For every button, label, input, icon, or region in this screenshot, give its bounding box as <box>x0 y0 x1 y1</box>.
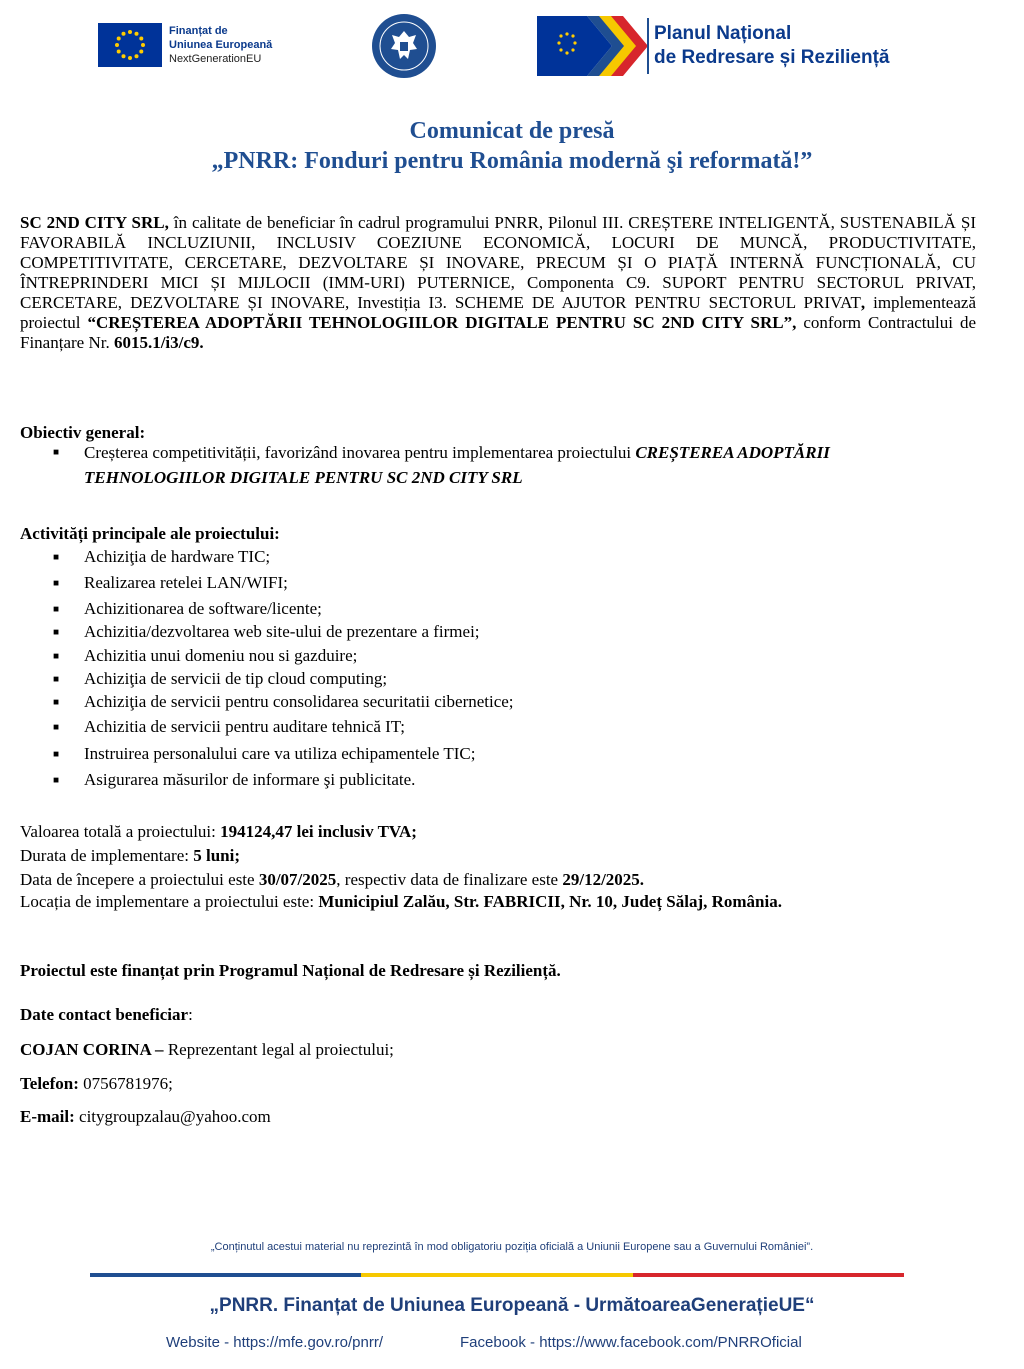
contact-phone <box>20 1074 173 1094</box>
activity-item: Realizarea retelei LAN/WIFI; <box>84 573 288 592</box>
bullet-icon: ■ <box>53 447 60 458</box>
divider-blue <box>90 1273 361 1277</box>
project-duration <box>20 846 240 866</box>
intro-text2: implementează proiectul <box>20 293 976 332</box>
contact-heading-text: Date contact beneficiar <box>20 1005 189 1024</box>
start-date: 30/07/2025 <box>258 870 337 889</box>
pnrr-logo-text <box>654 22 890 70</box>
email-label: E-mail: <box>20 1107 75 1126</box>
activity-item: Instruirea personalului care va utiliza echipamentele TIC; <box>84 744 476 763</box>
bullet-icon: ■ <box>53 604 60 615</box>
project-value <box>20 822 417 842</box>
activity-item: Achizitia/dezvoltarea web site-ului de prezentare a firmei; <box>84 622 480 641</box>
activity-item: Achizitia de servicii pentru auditare tehnică IT; <box>84 717 405 736</box>
bullet-icon: ■ <box>53 697 60 708</box>
project-dates <box>20 870 644 890</box>
objective-project-line2: TEHNOLOGIILOR DIGITALE PENTRU SC 2ND CITY SRL <box>84 468 523 487</box>
contact-email <box>20 1107 271 1127</box>
company-name: SC 2ND CITY SRL, <box>20 213 169 232</box>
facebook-link[interactable]: Facebook - https://www.facebook.com/PNRROficial <box>460 1334 802 1351</box>
pnrr-logo-line2: de Redresare și Reziliență <box>654 47 890 68</box>
activity-item: Achizitionarea de software/licente; <box>84 599 322 618</box>
activities-heading: Activități principale ale proiectului: <box>20 524 280 543</box>
project-name: “CREȘTEREA ADOPTĂRII TEHNOLOGIILOR DIGITALE PENTRU SC 2ND CITY SRL”, <box>87 313 797 332</box>
footer-tagline: „PNRR. Finanțat de Uniunea Europeană - UrmătoareaGenerațieUE“ <box>209 1295 815 1316</box>
location-value: Municipiul Zalău, Str. FABRICII, Nr. 10, Județ Sălaj, România. <box>318 892 782 911</box>
divider-yellow <box>361 1273 632 1277</box>
intro-comma: , <box>860 293 866 312</box>
intro-text3: conform Contractului de Finanțare Nr. <box>20 313 977 352</box>
romanian-government-seal-icon <box>371 13 437 79</box>
contact-role: Reprezentant legal al proiectului; <box>163 1040 394 1059</box>
tricolor-divider <box>90 1273 904 1277</box>
contact-heading-colon: : <box>188 1005 193 1024</box>
bullet-icon: ■ <box>53 651 60 662</box>
activity-item: Achiziţia de servicii de tip cloud computing; <box>84 669 388 688</box>
contact-person <box>20 1040 394 1060</box>
phone-label: Telefon: <box>20 1074 79 1093</box>
bullet-icon: ■ <box>53 775 60 786</box>
eu-logo-line1: Finanțat de <box>169 25 228 37</box>
start-label: Data de începere a proiectului este <box>20 870 259 889</box>
intro-text1: în calitate de beneficiar în cadrul programului PNRR, Pilonul III. CREȘTERE INTELIGENTĂ, SUSTENABILĂ ȘI FAVORABILĂ INCLUZIUNII, INCLUSIV COEZIUNE ECONOMICĂ, LOCURI DE MUNCĂ, PRODUCTIVITATE, COMPETITIVITATE, CERCETARE, DEZVOLTARE ȘI INOVARE, PRECUM ȘI O PIAȚĂ INTERNĂ FUNCȚIONALĂ, CU ÎNTREPRINDERI MICI ȘI MIJLOCII (IMM-URI) PUTERNICE, Componenta C9. SUPORT PENTRU SECTORUL PRIVAT, CERCETARE, DEZVOLTARE ȘI INOVARE, Investiția I3. SCHEME DE AJUTOR PENTRU SECTORUL PRIVAT <box>20 213 976 312</box>
value-label: Valoarea totală a proiectului: <box>20 822 221 841</box>
website-link[interactable]: Website - https://mfe.gov.ro/pnrr/ <box>166 1334 384 1351</box>
objective-description: Creșterea competitivității, favorizând inovarea pentru implementarea proiectului <box>84 443 636 462</box>
activity-item: Achiziţia de servicii pentru consolidarea securitatii cibernetice; <box>84 692 514 711</box>
activity-item: Achiziţia de hardware TIC; <box>84 547 271 566</box>
bullet-icon: ■ <box>53 674 60 685</box>
eu-funding-logo <box>98 20 288 70</box>
email-value[interactable]: citygroupzalau@yahoo.com <box>74 1107 271 1126</box>
page-title: Comunicat de presă <box>409 118 615 144</box>
activity-item: Asigurarea măsurilor de informare şi publicitate. <box>84 770 416 789</box>
pnrr-flag-icon <box>537 16 649 76</box>
objective-project-line1: CREȘTEREA ADOPTĂRII <box>635 443 830 462</box>
value-amount: 194124,47 lei inclusiv TVA; <box>220 822 417 841</box>
page-subtitle: „PNRR: Fonduri pentru România modernă şi reformată!” <box>211 148 813 174</box>
bullet-icon: ■ <box>53 722 60 733</box>
bullet-icon: ■ <box>53 552 60 563</box>
activity-item: Achizitia unui domeniu nou si gazduire; <box>84 646 358 665</box>
objective-heading: Obiectiv general: <box>20 423 146 442</box>
financing-statement: Proiectul este finanțat prin Programul Național de Redresare și Reziliență. <box>20 961 561 980</box>
eu-logo-line2: Uniunea Europeană <box>169 39 273 51</box>
pnrr-logo-line1: Planul Național <box>654 23 792 44</box>
duration-value: 5 luni; <box>193 846 241 865</box>
phone-value: 0756781976; <box>78 1074 173 1093</box>
bullet-icon: ■ <box>53 749 60 760</box>
contact-heading <box>20 1005 193 1025</box>
bullet-icon: ■ <box>53 578 60 589</box>
divider-red <box>633 1273 904 1277</box>
eu-logo-line3: NextGenerationEU <box>169 53 262 65</box>
footer-disclaimer: „Conținutul acestui material nu reprezintă în mod obligatoriu poziția oficială a Uniunii Europene sau a Guvernului României”. <box>210 1241 814 1253</box>
contract-number: 6015.1/i3/c9. <box>113 333 204 352</box>
objective-text <box>84 443 984 493</box>
end-label: , respectiv data de finalizare este <box>336 870 563 889</box>
eu-flag-icon <box>98 23 162 67</box>
location-label: Locația de implementare a proiectului este: <box>20 892 319 911</box>
bullet-icon: ■ <box>53 627 60 638</box>
end-date: 29/12/2025. <box>562 870 645 889</box>
project-location <box>20 892 782 912</box>
duration-label: Durata de implementare: <box>20 846 194 865</box>
contact-name: COJAN CORINA – <box>20 1040 164 1059</box>
intro-paragraph <box>20 213 976 353</box>
